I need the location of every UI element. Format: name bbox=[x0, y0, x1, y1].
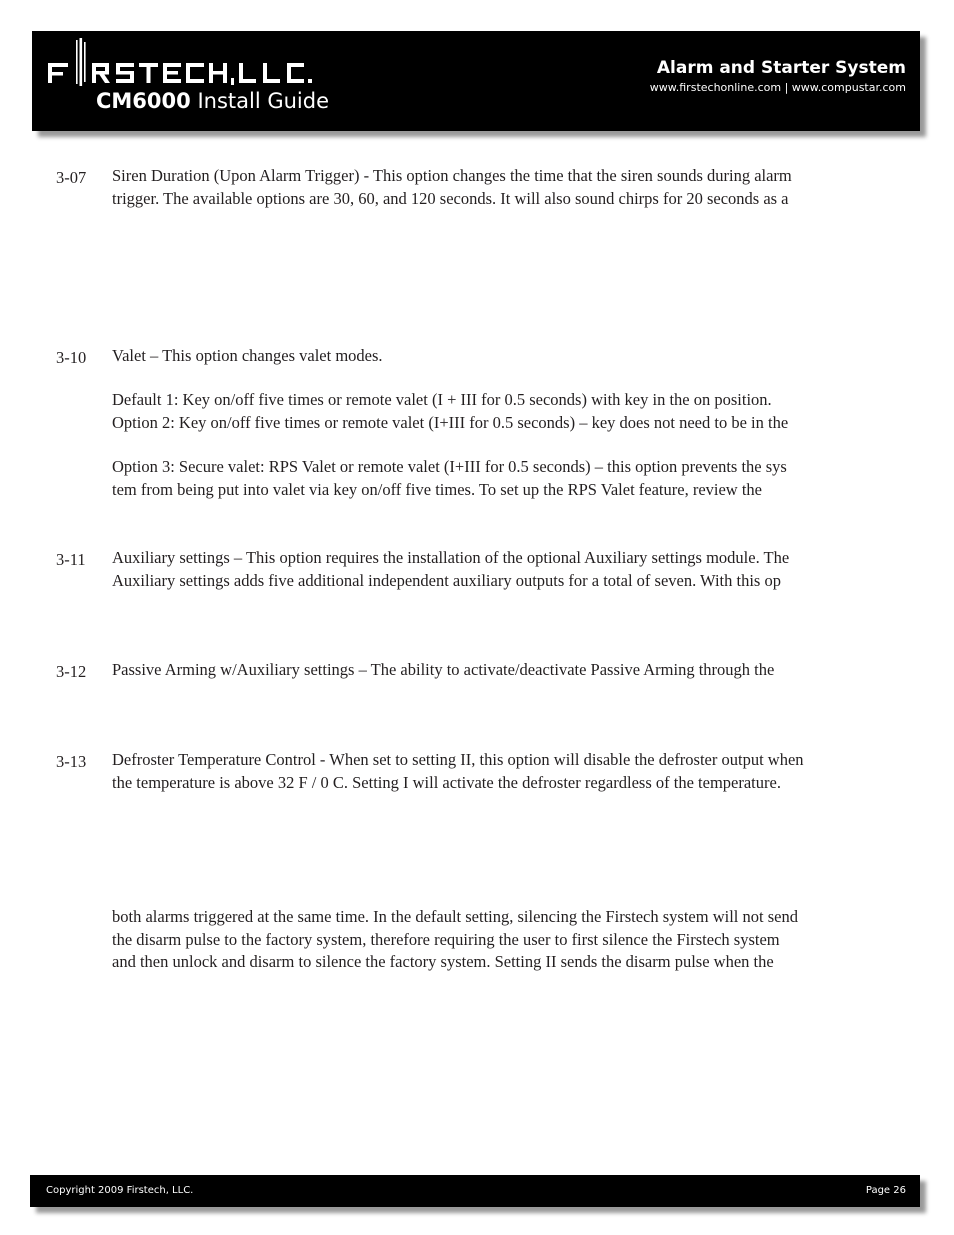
page-header bbox=[32, 31, 920, 131]
text-line: Auxiliary settings – This option requires the installation of the optional Auxiliary settings module. The bbox=[112, 548, 790, 567]
logo-text: FIRSTECH, LLC. bbox=[46, 38, 54, 39]
website-links[interactable]: www.firstechonline.com | www.compustar.com bbox=[649, 81, 906, 94]
section-number: 3-10 bbox=[56, 348, 87, 367]
firstech-logo bbox=[46, 38, 386, 88]
text-line: the disarm pulse to the factory system, therefore requiring the user to first silence the Firstech system bbox=[112, 929, 780, 949]
text-line: both alarms triggered at the same time. In the default setting, silencing the Firstech system will not send bbox=[112, 907, 798, 926]
section-paragraph bbox=[112, 547, 912, 592]
text-line: trigger. The available options are 30, 60, and 120 seconds. It will also sound chirps for 20 seconds as a bbox=[112, 188, 789, 208]
text-line: Valet – This option changes valet modes. bbox=[112, 346, 383, 365]
section-paragraph bbox=[112, 345, 912, 368]
text-line: Defroster Temperature Control - When set to setting II, this option will disable the defroster output when bbox=[112, 750, 804, 769]
section-paragraph bbox=[112, 456, 912, 501]
text-line: Siren Duration (Upon Alarm Trigger) - This option changes the time that the siren sounds during alarm bbox=[112, 166, 792, 185]
text-line: Default 1: Key on/off five times or remote valet (I + III for 0.5 seconds) with key in the on position. bbox=[112, 390, 772, 409]
text-line: tem from being put into valet via key on/off five times. To set up the RPS Valet feature, review the bbox=[112, 479, 762, 499]
text-line: Passive Arming w/Auxiliary settings – The ability to activate/deactivate Passive Arming through the bbox=[112, 660, 775, 679]
page-number: Page 26 bbox=[865, 1185, 906, 1196]
section-paragraph bbox=[112, 906, 912, 974]
section-paragraph bbox=[112, 165, 912, 210]
system-title: Alarm and Starter System bbox=[656, 58, 906, 78]
page-footer bbox=[30, 1175, 920, 1207]
section-number: 3-12 bbox=[56, 662, 87, 681]
copyright-text: Copyright 2009 Firstech, LLC. bbox=[46, 1185, 194, 1196]
model-name: CM6000 bbox=[96, 89, 191, 113]
section-paragraph bbox=[112, 389, 912, 434]
section-number: 3-13 bbox=[56, 752, 87, 771]
section-number: 3-11 bbox=[56, 550, 86, 569]
text-line: the temperature is above 32 F / 0 C. Setting I will activate the defroster regardless of the temperature. bbox=[112, 772, 781, 792]
section-number: 3-07 bbox=[56, 168, 87, 187]
text-line: Option 2: Key on/off five times or remote valet (I+III for 0.5 seconds) – key does not need to be in the bbox=[112, 412, 789, 432]
section-paragraph bbox=[112, 749, 912, 794]
text-line: and then unlock and disarm to silence the factory system. Setting II sends the disarm pulse when the bbox=[112, 952, 774, 971]
guide-title bbox=[96, 89, 329, 113]
section-paragraph bbox=[112, 659, 912, 682]
text-line: Option 3: Secure valet: RPS Valet or remote valet (I+III for 0.5 seconds) – this option prevents the sys bbox=[112, 457, 787, 476]
text-line: Auxiliary settings adds five additional independent auxiliary outputs for a total of seven. With this op bbox=[112, 570, 781, 590]
guide-label: Install Guide bbox=[197, 89, 330, 113]
